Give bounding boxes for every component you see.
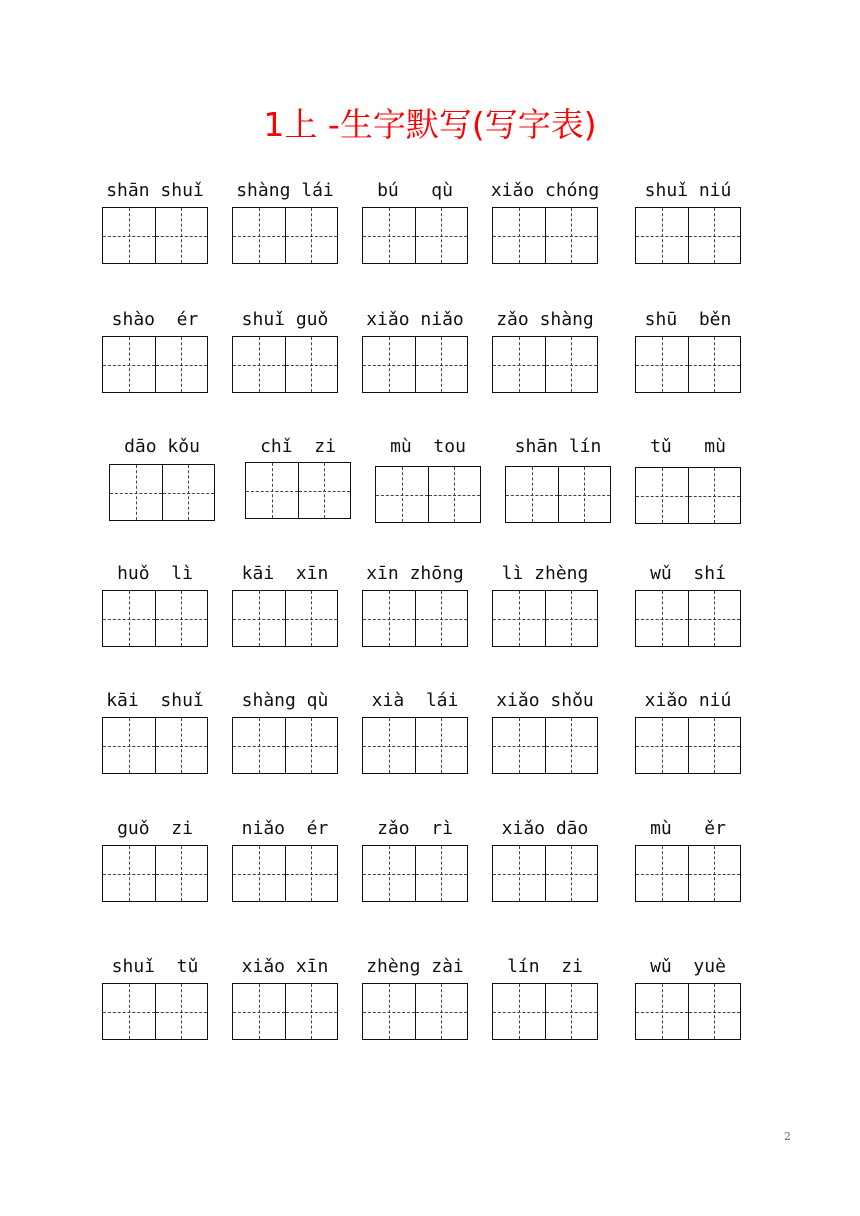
writing-cell[interactable] xyxy=(155,337,208,392)
pinyin-label: shuǐ guǒ xyxy=(241,309,329,330)
writing-cell[interactable] xyxy=(103,337,155,392)
tianzige-box[interactable] xyxy=(232,845,338,902)
tianzige-box[interactable] xyxy=(492,207,598,264)
writing-cell[interactable] xyxy=(545,591,598,646)
pinyin-label: guǒ zi xyxy=(117,818,193,839)
writing-cell[interactable] xyxy=(233,718,285,773)
tianzige-box[interactable] xyxy=(492,717,598,774)
pinyin-label: xiǎo xīn xyxy=(241,956,329,977)
writing-cell[interactable] xyxy=(285,337,338,392)
pinyin-label: shū běn xyxy=(644,309,732,330)
writing-cell[interactable] xyxy=(103,984,155,1039)
writing-cell[interactable] xyxy=(155,984,208,1039)
writing-cell[interactable] xyxy=(688,591,741,646)
tianzige-box[interactable] xyxy=(635,845,741,902)
writing-cell[interactable] xyxy=(285,718,338,773)
pinyin-label: xiǎo niú xyxy=(644,690,732,711)
writing-cell[interactable] xyxy=(363,208,415,263)
writing-cell[interactable] xyxy=(506,467,558,522)
tianzige-box[interactable] xyxy=(362,717,468,774)
pinyin-label: tǔ mù xyxy=(650,436,726,457)
writing-cell[interactable] xyxy=(155,208,208,263)
pinyin-label: lì zhèng xyxy=(501,563,589,584)
writing-cell[interactable] xyxy=(155,591,208,646)
pinyin-label: zǎo shàng xyxy=(496,309,594,330)
writing-cell[interactable] xyxy=(103,718,155,773)
pinyin-label: mù ěr xyxy=(650,818,726,839)
tianzige-box[interactable] xyxy=(635,717,741,774)
writing-cell[interactable] xyxy=(363,718,415,773)
writing-cell[interactable] xyxy=(688,846,741,901)
pinyin-label: xiǎo niǎo xyxy=(366,309,464,330)
writing-cell[interactable] xyxy=(493,984,545,1039)
writing-cell[interactable] xyxy=(233,846,285,901)
pinyin-label: dāo kǒu xyxy=(124,436,200,457)
writing-cell[interactable] xyxy=(415,718,468,773)
writing-cell[interactable] xyxy=(162,465,215,520)
tianzige-box[interactable] xyxy=(102,590,208,647)
writing-cell[interactable] xyxy=(558,467,611,522)
writing-cell[interactable] xyxy=(493,337,545,392)
pinyin-label: chǐ zi xyxy=(260,436,336,457)
writing-cell[interactable] xyxy=(363,337,415,392)
tianzige-box[interactable] xyxy=(362,845,468,902)
tianzige-box[interactable] xyxy=(375,466,481,523)
pinyin-label: huǒ lì xyxy=(117,563,193,584)
tianzige-box[interactable] xyxy=(362,590,468,647)
writing-cell[interactable] xyxy=(545,208,598,263)
tianzige-box[interactable] xyxy=(102,845,208,902)
writing-cell[interactable] xyxy=(298,463,351,518)
writing-cell[interactable] xyxy=(246,463,298,518)
pinyin-label: xià lái xyxy=(371,690,459,711)
page-number: 2 xyxy=(784,1130,791,1143)
tianzige-box[interactable] xyxy=(362,336,468,393)
tianzige-box[interactable] xyxy=(109,464,215,521)
writing-cell[interactable] xyxy=(103,591,155,646)
writing-cell[interactable] xyxy=(285,984,338,1039)
writing-cell[interactable] xyxy=(636,208,688,263)
writing-cell[interactable] xyxy=(363,591,415,646)
writing-cell[interactable] xyxy=(233,208,285,263)
writing-cell[interactable] xyxy=(636,984,688,1039)
writing-cell[interactable] xyxy=(363,984,415,1039)
pinyin-label: shào ér xyxy=(111,309,199,330)
writing-cell[interactable] xyxy=(233,984,285,1039)
writing-cell[interactable] xyxy=(233,591,285,646)
writing-cell[interactable] xyxy=(428,467,481,522)
pinyin-label: shān lín xyxy=(514,436,602,457)
pinyin-label: shān shuǐ xyxy=(106,180,204,201)
writing-cell[interactable] xyxy=(493,718,545,773)
tianzige-box[interactable] xyxy=(505,466,611,523)
tianzige-box[interactable] xyxy=(492,590,598,647)
writing-cell[interactable] xyxy=(545,337,598,392)
tianzige-box[interactable] xyxy=(492,336,598,393)
pinyin-label: shuǐ tǔ xyxy=(111,956,199,977)
tianzige-box[interactable] xyxy=(635,336,741,393)
pinyin-label: zhèng zài xyxy=(366,956,464,977)
tianzige-box[interactable] xyxy=(635,207,741,264)
writing-cell[interactable] xyxy=(233,337,285,392)
tianzige-box[interactable] xyxy=(362,983,468,1040)
pinyin-label: shàng qù xyxy=(241,690,329,711)
writing-cell[interactable] xyxy=(636,718,688,773)
writing-cell[interactable] xyxy=(285,208,338,263)
writing-cell[interactable] xyxy=(415,846,468,901)
writing-cell[interactable] xyxy=(688,984,741,1039)
tianzige-box[interactable] xyxy=(232,717,338,774)
writing-cell[interactable] xyxy=(285,846,338,901)
writing-cell[interactable] xyxy=(493,591,545,646)
writing-cell[interactable] xyxy=(285,591,338,646)
tianzige-box[interactable] xyxy=(492,983,598,1040)
pinyin-label: shuǐ niú xyxy=(644,180,732,201)
pinyin-label: lín zi xyxy=(507,956,583,977)
tianzige-box[interactable] xyxy=(245,462,351,519)
writing-cell[interactable] xyxy=(545,718,598,773)
pinyin-label: xiǎo dāo xyxy=(501,818,589,839)
pinyin-label: bú qù xyxy=(377,180,453,201)
writing-cell[interactable] xyxy=(688,468,741,523)
writing-cell[interactable] xyxy=(110,465,162,520)
pinyin-label: kāi xīn xyxy=(241,563,329,584)
writing-cell[interactable] xyxy=(636,468,688,523)
writing-cell[interactable] xyxy=(155,846,208,901)
tianzige-box[interactable] xyxy=(102,336,208,393)
writing-cell[interactable] xyxy=(415,591,468,646)
tianzige-box[interactable] xyxy=(102,207,208,264)
tianzige-box[interactable] xyxy=(232,207,338,264)
tianzige-box[interactable] xyxy=(102,717,208,774)
tianzige-box[interactable] xyxy=(492,845,598,902)
tianzige-box[interactable] xyxy=(232,983,338,1040)
tianzige-box[interactable] xyxy=(635,590,741,647)
writing-cell[interactable] xyxy=(636,591,688,646)
pinyin-label: xiǎo chóng xyxy=(490,180,600,201)
writing-cell[interactable] xyxy=(545,984,598,1039)
pinyin-label: mù tou xyxy=(390,436,466,457)
writing-cell[interactable] xyxy=(415,208,468,263)
pinyin-label: zǎo rì xyxy=(377,818,453,839)
tianzige-box[interactable] xyxy=(232,590,338,647)
writing-cell[interactable] xyxy=(415,337,468,392)
writing-cell[interactable] xyxy=(545,846,598,901)
writing-cell[interactable] xyxy=(415,984,468,1039)
writing-cell[interactable] xyxy=(493,846,545,901)
writing-cell[interactable] xyxy=(688,337,741,392)
tianzige-box[interactable] xyxy=(232,336,338,393)
pinyin-label: xīn zhōng xyxy=(366,563,464,584)
tianzige-box[interactable] xyxy=(362,207,468,264)
writing-cell[interactable] xyxy=(493,208,545,263)
tianzige-box[interactable] xyxy=(102,983,208,1040)
writing-cell[interactable] xyxy=(376,467,428,522)
pinyin-label: shàng lái xyxy=(236,180,334,201)
page-title: 1上 -生字默写(写字表) xyxy=(263,105,597,144)
writing-cell[interactable] xyxy=(103,208,155,263)
pinyin-label: niǎo ér xyxy=(241,818,329,839)
writing-cell[interactable] xyxy=(688,208,741,263)
writing-cell[interactable] xyxy=(155,718,208,773)
pinyin-label: wǔ shí xyxy=(650,563,726,584)
pinyin-label: kāi shuǐ xyxy=(106,690,204,711)
writing-cell[interactable] xyxy=(103,846,155,901)
writing-cell[interactable] xyxy=(363,846,415,901)
pinyin-label: wǔ yuè xyxy=(650,956,726,977)
writing-cell[interactable] xyxy=(636,846,688,901)
tianzige-box[interactable] xyxy=(635,467,741,524)
pinyin-label: xiǎo shǒu xyxy=(496,690,594,711)
tianzige-box[interactable] xyxy=(635,983,741,1040)
writing-cell[interactable] xyxy=(636,337,688,392)
writing-cell[interactable] xyxy=(688,718,741,773)
